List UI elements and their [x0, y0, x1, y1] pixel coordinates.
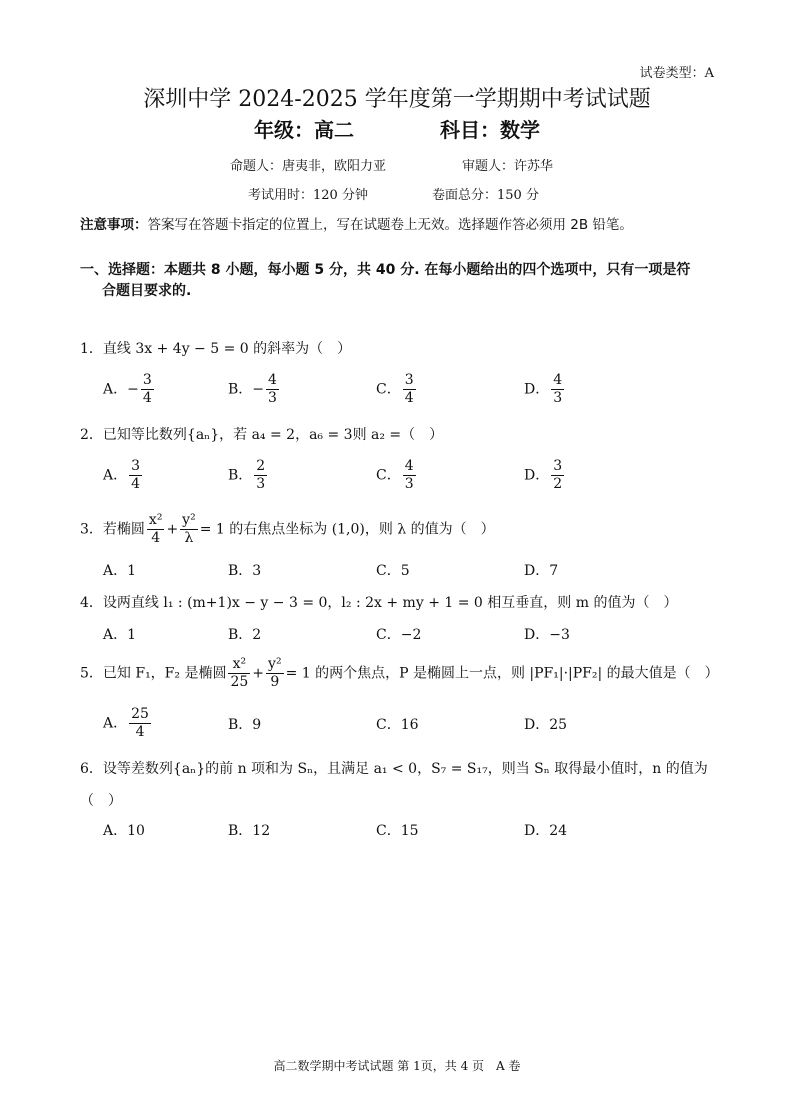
question-2-stem: 2．已知等比数列{aₙ}，若 a₄ = 2，a₆ = 3则 a₂ =（ ）	[80, 427, 444, 443]
grade-label: 年级：高二	[254, 118, 354, 142]
q6-option-c: C．15	[376, 823, 419, 839]
page-footer: 高二数学期中考试试题 第 1页，共 4 页 A 卷	[273, 1059, 521, 1073]
section-heading	[80, 260, 720, 302]
q2-option-d: D． $\frac{3}{2}$	[524, 458, 563, 492]
q6-option-a: A．10	[103, 823, 145, 839]
q2-option-b: B． $\frac{2}{3}$	[228, 458, 266, 492]
q4-option-c: C．−2	[376, 627, 422, 643]
q5-option-b: B．9	[228, 717, 262, 733]
question-3-stem: 3．若椭圆 $\frac{\text{x²}}{4}$ + $\frac{\text{y²}}{\lambda}$ = 1 的右焦点坐标为 (1,0)，则 λ 的值为（ ）	[80, 512, 495, 546]
q3-option-b: B．3	[228, 563, 262, 579]
q5-option-d: D．25	[524, 717, 568, 733]
question-6-stem-line2: （ ）	[80, 793, 122, 809]
q1-option-b: B．− $\frac{4}{3}$	[228, 372, 277, 406]
q3-option-c: C．5	[376, 563, 410, 579]
q2-option-a: A． $\frac{3}{4}$	[103, 458, 141, 492]
exam-duration: 考试用时：120 分钟	[248, 188, 368, 203]
q5-option-c: C．16	[376, 717, 419, 733]
q6-option-d: D．24	[524, 823, 568, 839]
q3-option-a: A．1	[103, 563, 137, 579]
section-heading-line2: 合题目要求的.	[102, 283, 192, 299]
q5-option-a: A． $\frac{25}{4}$	[103, 706, 149, 740]
exam-title: 深圳中学 2024-2025 学年度第一学期期中考试试题	[143, 87, 651, 112]
section-heading-line1: 一、选择题：本题共 8 小题，每小题 5 分，共 40 分. 在每小题给出的四个选项中，只有一项是符	[80, 262, 691, 278]
question-1-stem: 1．直线 3x + 4y − 5 = 0 的斜率为（ ）	[80, 341, 352, 357]
q4-option-b: B．2	[228, 627, 262, 643]
q3-option-d: D．7	[524, 563, 559, 579]
q1-option-a: A．− $\frac{3}{4}$	[103, 372, 152, 406]
q6-option-b: B．12	[228, 823, 271, 839]
reviewer: 审题人：许苏华	[462, 159, 554, 174]
notice-text: 答案写在答题卡指定的位置上，写在试题卷上无效。选择题作答必须用 2B 铅笔。	[147, 217, 633, 233]
q4-option-d: D．−3	[524, 627, 570, 643]
q1-option-d: D． $\frac{4}{3}$	[524, 372, 563, 406]
paper-type: 试卷类型：A	[639, 66, 714, 81]
subject-label: 科目：数学	[440, 118, 540, 142]
q2-option-c: C． $\frac{4}{3}$	[376, 458, 414, 492]
total-score: 卷面总分：150 分	[432, 188, 539, 203]
q4-option-a: A．1	[103, 627, 137, 643]
question-6-stem-line1: 6．设等差数列{aₙ}的前 n 项和为 Sₙ，且满足 a₁ < 0，S₇ = S₁₇，则当 Sₙ 取得最小值时，n 的值为	[80, 761, 708, 777]
grade-subject-line	[0, 114, 794, 143]
authors: 命题人：唐夷非，欧阳力亚	[230, 159, 387, 174]
notice-label: 注意事项：	[80, 217, 148, 233]
question-4-stem: 4．设两直线 l₁ : (m+1)x − y − 3 = 0，l₂ : 2x + my + 1 = 0 相互垂直，则 m 的值为（ ）	[80, 595, 678, 611]
notice	[80, 213, 633, 233]
question-5-stem: 5．已知 F₁，F₂ 是椭圆 $\frac{\text{x²}}{25}$ + $\frac{\text{y²}}{9}$ = 1 的两个焦点，P 是椭圆上一点，则 |PF₁|·|PF₂| 的最大值是（ ）	[80, 656, 719, 690]
q1-option-c: C． $\frac{3}{4}$	[376, 372, 414, 406]
